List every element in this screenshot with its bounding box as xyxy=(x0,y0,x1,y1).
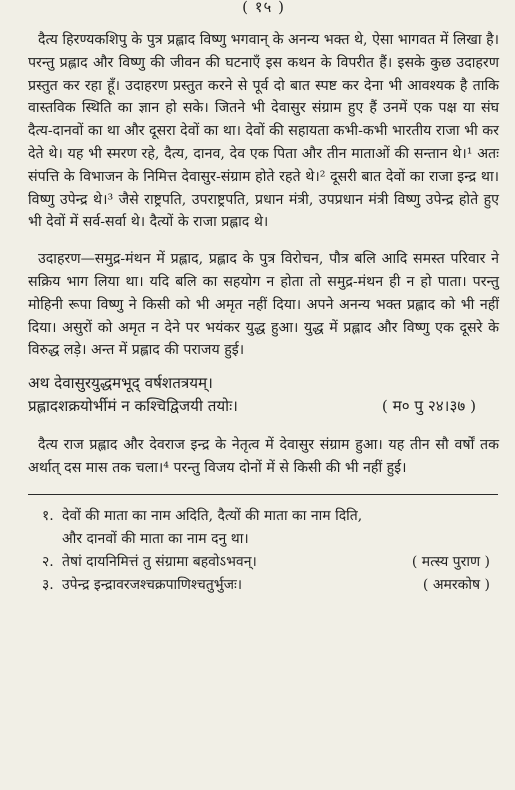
page-number: ( १५ ) xyxy=(242,0,285,16)
footnote-2 xyxy=(42,551,499,574)
verse-line-2 xyxy=(28,395,488,418)
footnote-2-source: ( मत्स्य पुराण ) xyxy=(411,554,490,571)
footnote-1 xyxy=(42,505,499,551)
verse-line-1 xyxy=(28,372,488,395)
footnote-divider xyxy=(28,494,498,495)
footnote-1-continuation: और दानवों की माता का नाम दनु था। xyxy=(62,531,249,548)
footnote-2-text: तेषां दायनिमित्तं तु संग्रामा बहवोऽभवन्। xyxy=(62,554,257,571)
paragraph-2-text: उदाहरण—समुद्र-मंथन में प्रह्लाद, प्रह्लाद के पुत्र विरोचन, पौत्र बलि आदि समस्त परिवार ने सक्रिय भाग लिया था। यदि बलि का सहयोग न होता तो समुद्र-मंथन ही न हो पाता। परन्तु मोहिनी रूपा विष्णु ने किसी को भी अमृत नहीं दिया। अपने अनन्य भक्त प्रह्लाद को भी नहीं दिया। असुरों को अमृत न देने पर भयंकर युद्ध हुआ। युद्ध में प्रह्लाद और विष्णु एक दूसरे के विरुद्ध लड़े। अन्त में प्रह्लाद की पराजय हुई। xyxy=(28,251,499,359)
paragraph-2 xyxy=(28,248,499,362)
sanskrit-verse xyxy=(28,372,499,418)
footnote-3 xyxy=(42,574,499,597)
paragraph-1-text: दैत्य हिरण्यकशिपु के पुत्र प्रह्लाद विष्णु भगवान् के अनन्य भक्त थे, ऐसा भागवत में लिखा है। परन्तु प्रह्लाद और विष्णु की जीवन की घटनाएँ इस कथन के विपरीत हैं। इसके कुछ उदाहरण प्रस्तुत कर रहा हूँ। उदाहरण प्रस्तुत करने से पूर्व दो बात स्पष्ट कर देना भी आवश्यक है ताकि वास्तविक स्थिति का ज्ञान हो सके। जितने भी देवासुर संग्राम हुए हैं उनमें एक पक्ष या संघ दैत्य-दानवों का था और दूसरा देवों का था। देवों की सहायता कभी-कभी भारतीय राजा भी कर देते थे। यह भी स्मरण रहे, दैत्य, दानव, देव एक पिता और तीन माताओं की सन्तान थे।¹ अतः संपत्ति के विभाजन के निमित्त देवासुर-संग्राम होते रहते थे।² दूसरी बात देवों का राजा इन्द्र था। विष्णु उपेन्द्र थे।³ जैसे राष्ट्रपति, उपराष्ट्रपति, प्रधान मंत्री, उपप्रधान मंत्री विष्णु उपेन्द्र होते हुए भी देवों में सर्व-सर्वा थे। दैत्यों के राजा प्रह्लाद थे। xyxy=(28,32,499,231)
footnote-3-text: उपेन्द्र इन्द्रावरजश्चक्रपाणिश्चतुर्भुजः। xyxy=(62,577,243,594)
paragraph-3-text: दैत्य राज प्रह्लाद और देवराज इन्द्र के नेतृत्व में देवासुर संग्राम हुआ। यह तीन सौ वर्षों तक अर्थात् दस मास तक चला।⁴ परन्तु विजय दोनों में से किसी की भी नहीं हुई। xyxy=(28,437,499,476)
footnote-2-number: २. xyxy=(42,554,54,571)
footnote-3-source: ( अमरकोष ) xyxy=(422,577,490,594)
paragraph-3 xyxy=(28,434,499,480)
footnote-1-number: १. xyxy=(42,508,54,525)
verse-citation: ( म० पु २४।३७ ) xyxy=(381,397,476,416)
paragraph-1 xyxy=(28,29,499,234)
verse-line-2-text: प्रह्लादशक्रयोर्भीमं न कश्चिद्विजयी तयोः। xyxy=(28,397,238,416)
verse-line-1-text: अथ देवासुरयुद्धमभूद् वर्षशतत्रयम्। xyxy=(28,374,213,393)
footnote-3-number: ३. xyxy=(42,577,54,594)
footnote-1-text: देवों की माता का नाम अदिति, दैत्यों की माता का नाम दिति, xyxy=(62,508,363,525)
